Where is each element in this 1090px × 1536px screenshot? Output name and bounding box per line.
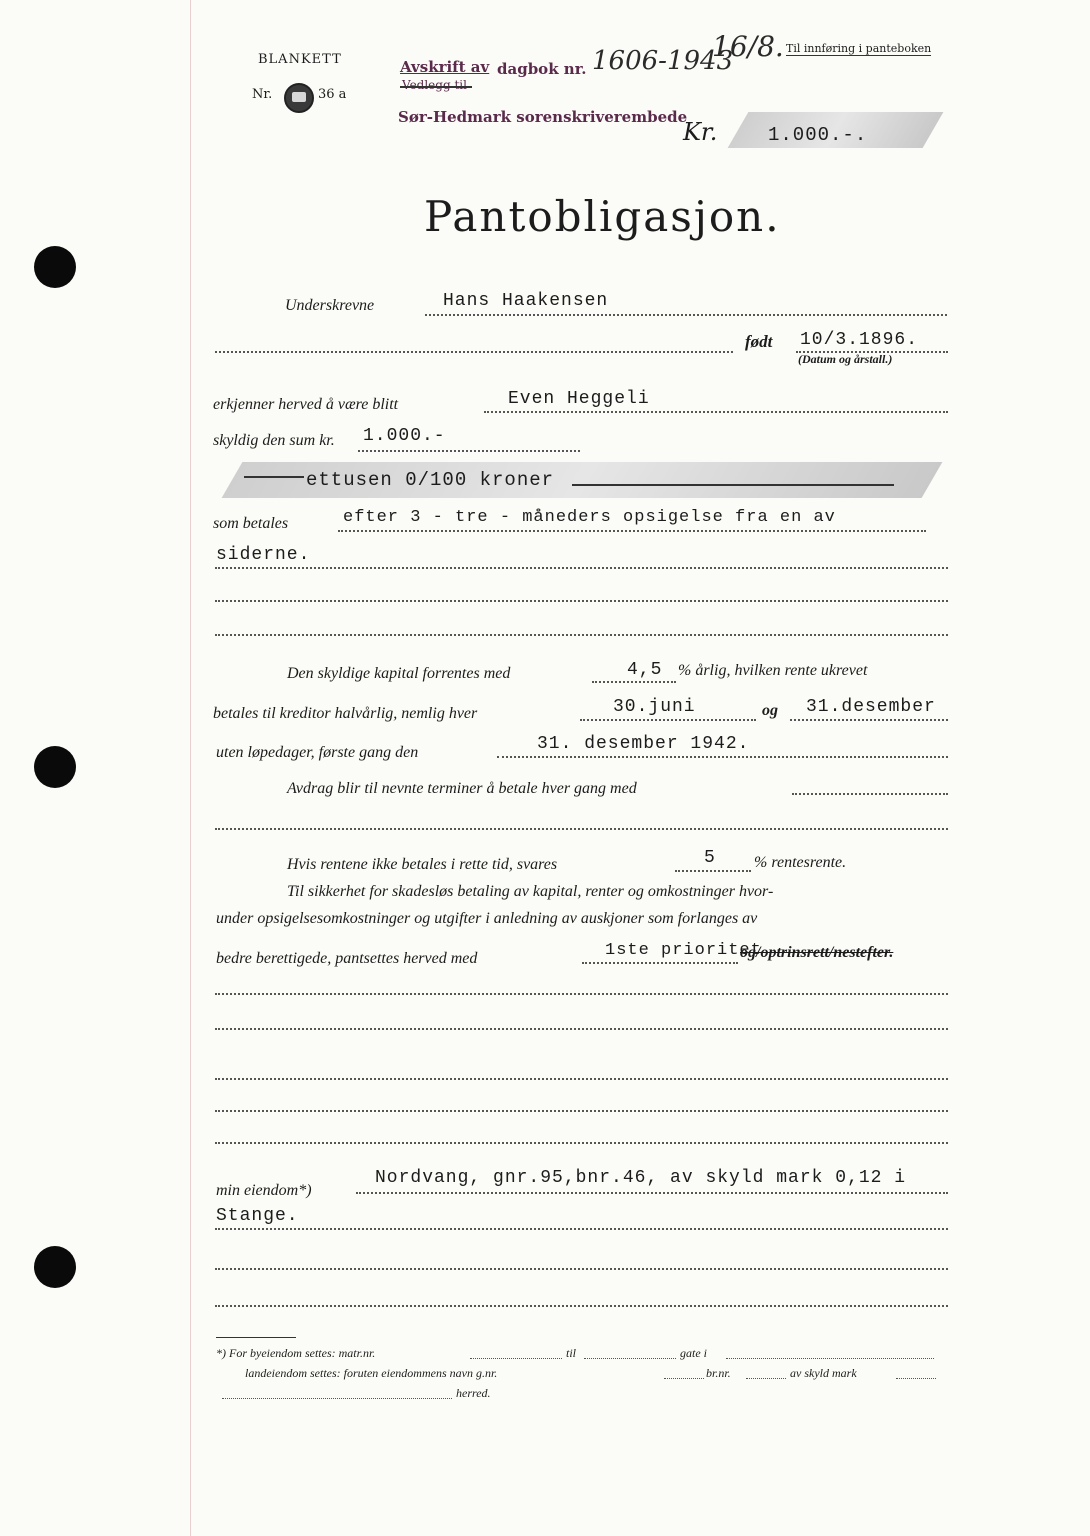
sum-dots [358, 450, 580, 452]
footnote-1-pre: *) For byeiendom settes: matr.nr. [216, 1346, 376, 1360]
security-priority: 1ste prioritet [605, 941, 762, 960]
interest-og: og [762, 702, 778, 719]
margin-line [190, 0, 191, 1536]
creditor-dots [484, 411, 948, 413]
property-line2: Stange. [216, 1206, 299, 1226]
footnote-rule [216, 1337, 296, 1338]
security-line2: under opsigelsesomkostninger og utgifter i anledning av auskjoner som forlanges av [216, 910, 758, 927]
dagbok-label: dagbok nr. [497, 60, 587, 78]
court-name: Sør-Hedmark sorenskriverembede [398, 108, 688, 126]
footnote-1-dots-a [470, 1358, 562, 1359]
avdrag-dots [792, 793, 948, 795]
interest-line3-pre: uten løpedager, første gang den [216, 744, 419, 761]
footnote-3-dots [222, 1398, 452, 1399]
creditor-label: erkjenner herved å være blitt [213, 396, 399, 413]
footnote-1-dots-b [584, 1358, 676, 1359]
payment-dots [338, 530, 926, 532]
born-hint: (Datum og årstall.) [798, 352, 893, 366]
blank-line-5 [215, 1078, 948, 1080]
debtor-dots [425, 314, 947, 316]
punch-hole-bottom [34, 1246, 76, 1288]
payment-line2: siderne. [216, 545, 311, 565]
document-title: Pantobligasjon. [424, 192, 781, 241]
avdrag-text: Avdrag blir til nevnte terminer å betale hver gang med [287, 780, 637, 797]
blank-line-8 [215, 1268, 948, 1270]
footnote-2-av: av skyld mark [790, 1366, 857, 1380]
born-date: 10/3.1896. [800, 330, 919, 350]
sum-value: 1.000.- [363, 426, 446, 446]
security-line3-post: og/optrinsrett/nestefter. [740, 944, 894, 961]
interest-date1: 30.juni [613, 697, 696, 717]
interest-line1-post: % årlig, hvilken rente ukrevet [678, 662, 868, 679]
payment-line1: efter 3 - tre - måneders opsigelse fra en av [343, 508, 836, 527]
punch-hole-top [34, 246, 76, 288]
priority-dots [582, 962, 738, 964]
crown-seal-icon [284, 83, 314, 113]
footnote-2-dots-c [896, 1378, 936, 1379]
footnote-1-til: til [566, 1346, 577, 1360]
footnote-2-br: br.nr. [706, 1366, 731, 1380]
property-dots [356, 1192, 948, 1194]
footnote-2-pre: landeiendom settes: foruten eiendommens navn g.nr. [245, 1366, 498, 1380]
security-line1: Til sikkerhet for skadesløs betaling av kapital, renter og omkostninger hvor- [287, 883, 774, 900]
rate-dots [592, 681, 676, 683]
footnote-1-gate: gate i [680, 1346, 707, 1360]
sum-words-dash-right [572, 484, 894, 486]
avskrift-label: Avskrift av [400, 58, 490, 76]
interest-line2-pre: betales til kreditor halvårlig, nemlig hver [213, 705, 478, 722]
interest-line1-pre: Den skyldige kapital forrentes med [287, 665, 511, 682]
payment-dots-2 [215, 567, 948, 569]
rentesrente-pre: Hvis rentene ikke betales i rette tid, svares [287, 856, 558, 873]
rentesrente-value: 5 [704, 848, 716, 868]
dagbok-number: 1606-1943 [592, 46, 734, 76]
footnote-2-dots-b [746, 1378, 786, 1379]
sum-words: ettusen 0/100 kroner [306, 469, 555, 491]
born-dots-left [215, 351, 733, 353]
vedlegg-strike [400, 86, 472, 88]
footnote-1-dots-c [726, 1358, 934, 1359]
blank-line-2 [215, 634, 948, 636]
footnote-3-herred: herred. [456, 1386, 491, 1400]
blankett-label: BLANKETT [258, 52, 342, 67]
creditor-name: Even Heggeli [508, 389, 650, 409]
interest-first-date: 31. desember 1942. [537, 734, 750, 754]
sum-words-dash-left [244, 476, 304, 478]
property-label: min eiendom*) [216, 1182, 312, 1199]
security-line3-pre: bedre berettigede, pantsettes herved med [216, 950, 478, 967]
debtor-name: Hans Haakensen [443, 291, 609, 311]
property-dots-2 [215, 1228, 948, 1230]
born-label: født [745, 332, 773, 351]
blank-line-4 [215, 1028, 948, 1030]
property-line1: Nordvang, gnr.95,bnr.46, av skyld mark 0,12 i [375, 1168, 907, 1188]
payment-label: som betales [213, 515, 289, 532]
blank-line-9 [215, 1305, 948, 1307]
rentesrente-post: % rentesrente. [754, 854, 847, 871]
debtor-label: Underskrevne [285, 297, 375, 314]
nr-value: 36 a [318, 87, 347, 102]
avdrag-dots-2 [215, 828, 948, 830]
first-date-dots [497, 756, 948, 758]
kr-amount: 1.000.-. [768, 124, 868, 146]
blank-line-7 [215, 1142, 948, 1144]
date2-dots [790, 719, 948, 721]
dagbok-date: 16/8. [712, 30, 784, 63]
blank-line-3 [215, 993, 948, 995]
kr-label: Kr. [683, 118, 718, 146]
punch-hole-middle [34, 746, 76, 788]
footnote-2-dots-a [664, 1378, 704, 1379]
vedlegg-label: Vedlegg til [402, 78, 467, 92]
nr-label: Nr. [252, 87, 273, 102]
interest-rate: 4,5 [627, 660, 663, 680]
blank-line-6 [215, 1110, 948, 1112]
blank-line-1 [215, 600, 948, 602]
interest-date2: 31.desember [806, 697, 936, 717]
date1-dots [580, 719, 756, 721]
rentesrente-dots [675, 870, 751, 872]
til-innfoering-label: Til innføring i panteboken [786, 42, 932, 55]
sum-label: skyldig den sum kr. [213, 432, 335, 449]
